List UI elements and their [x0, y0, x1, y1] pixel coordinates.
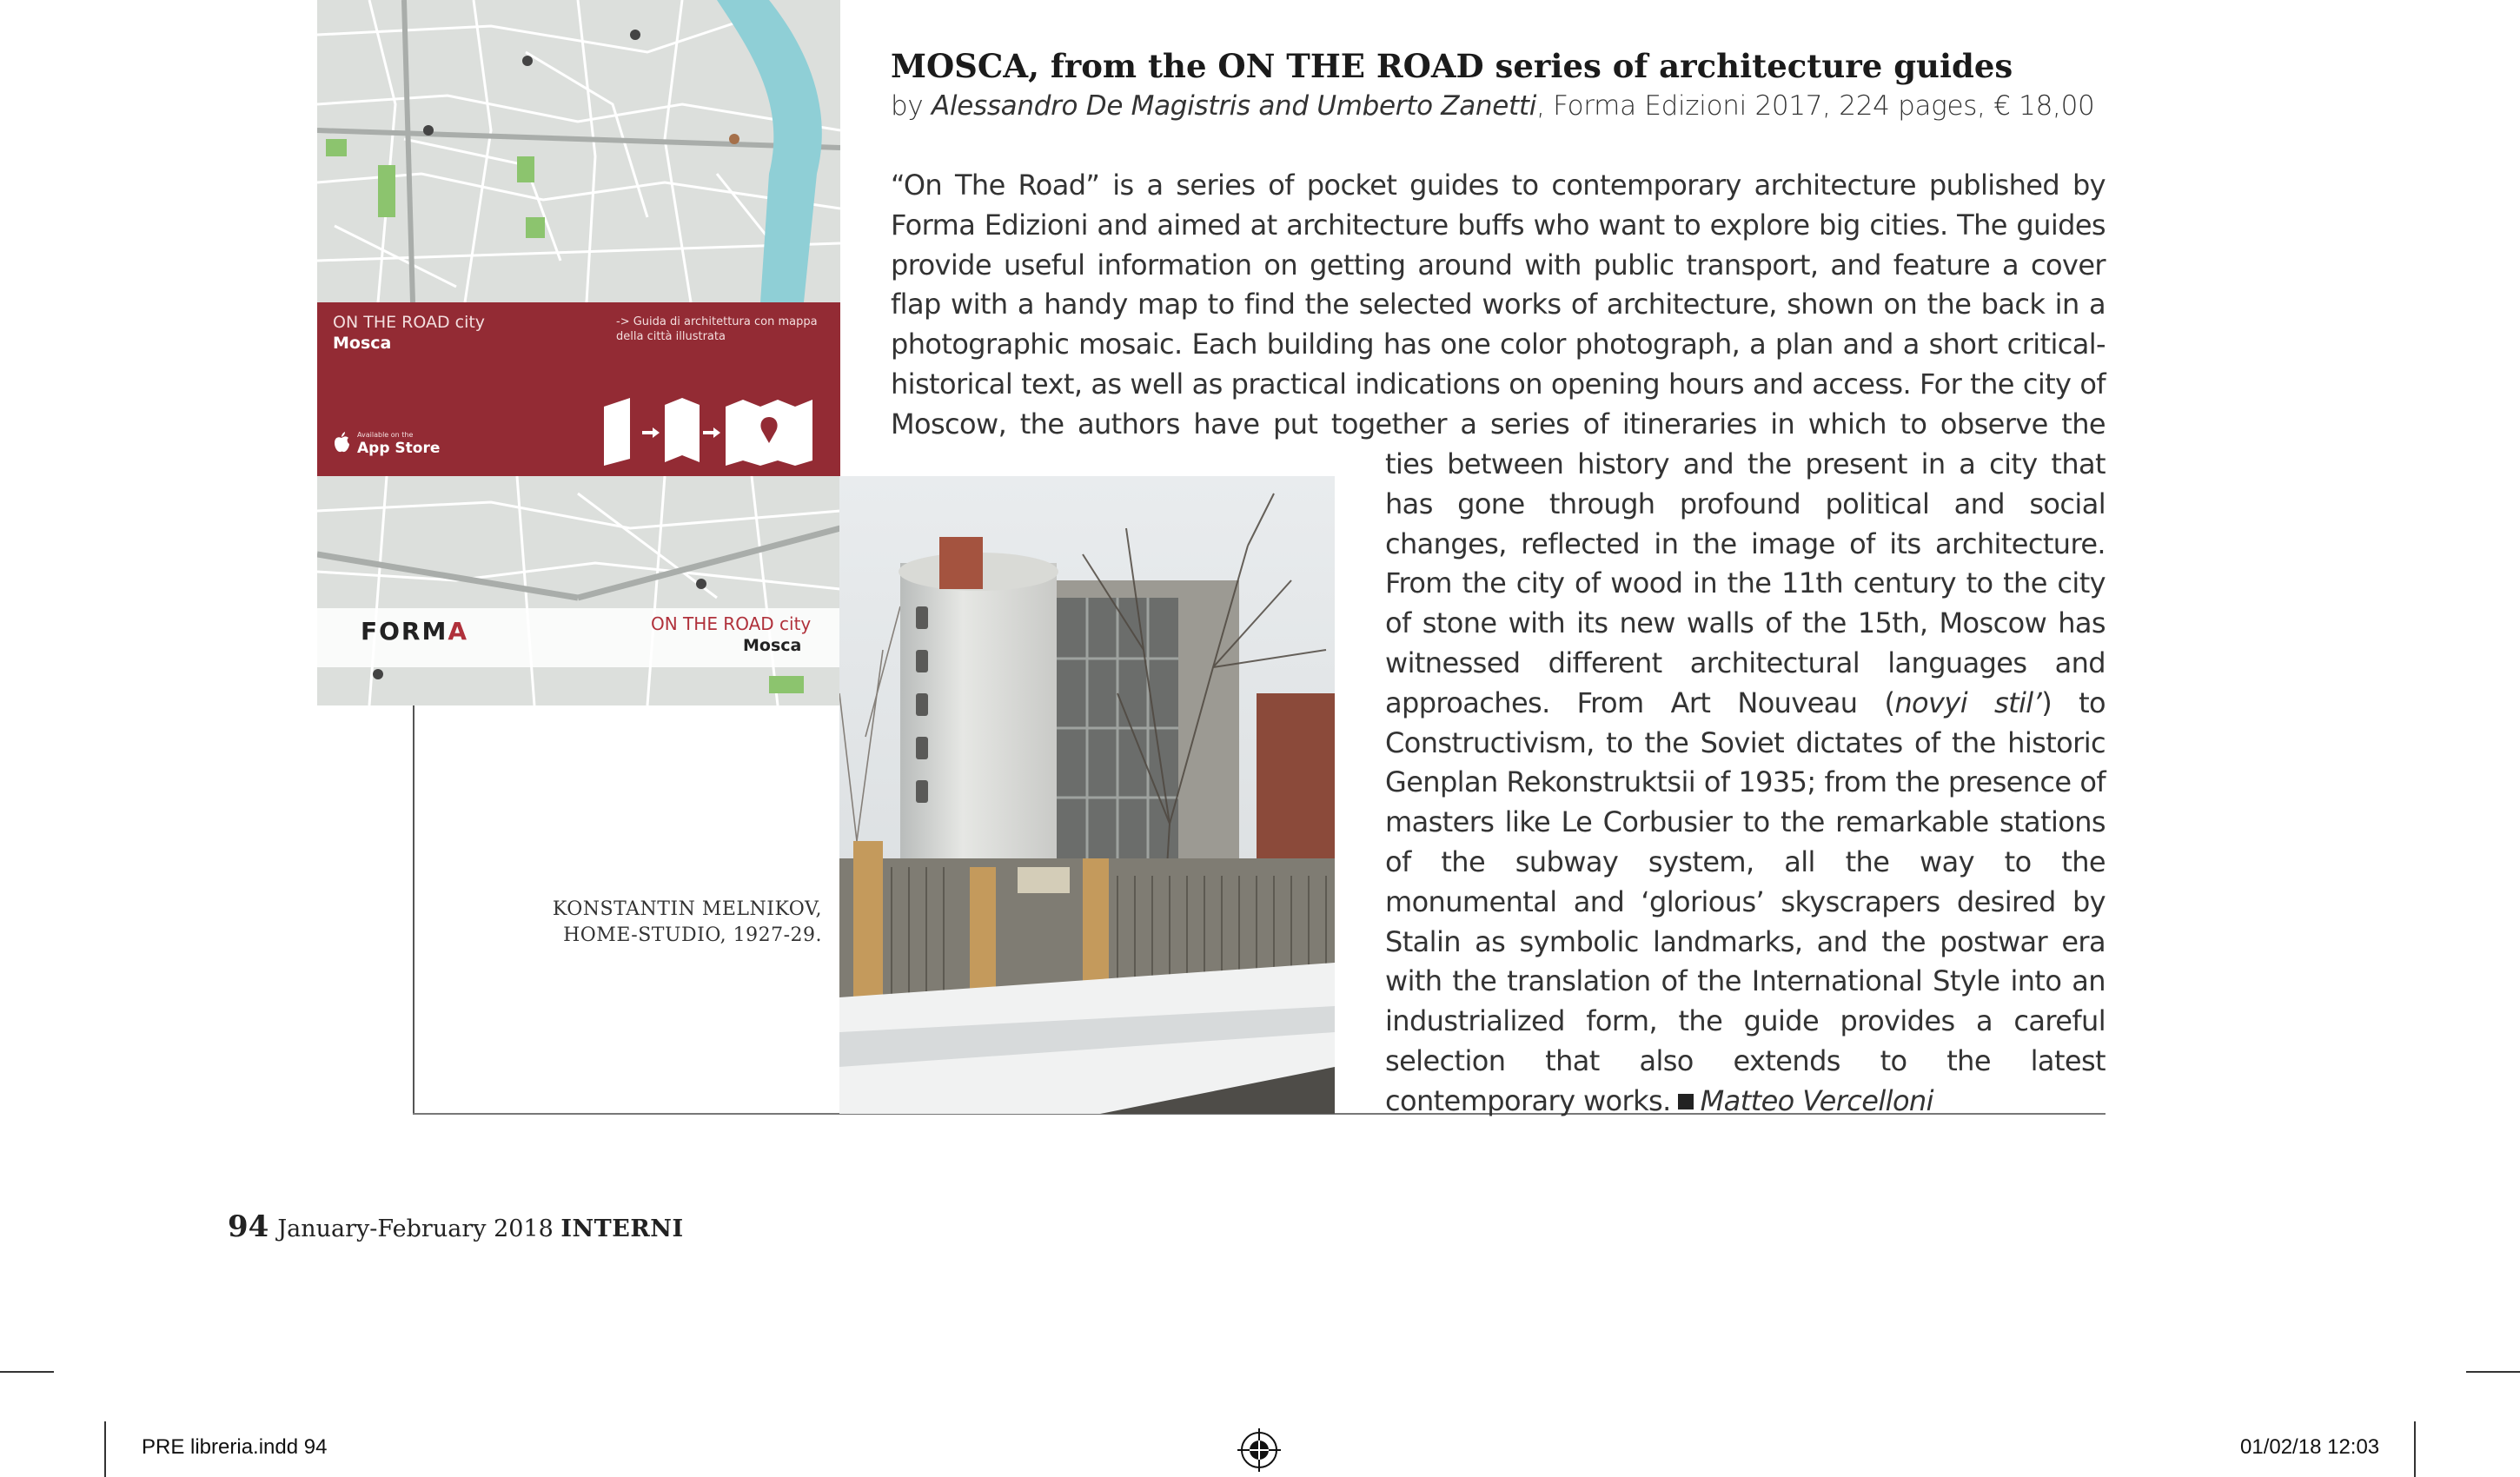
cover-description: -> Guida di architettura con mappa della città illustrata — [616, 315, 818, 343]
app-store-label: App Store — [357, 440, 441, 457]
crop-mark-right — [2466, 1371, 2520, 1373]
body-right-italic: novyi stil’ — [1894, 686, 2042, 719]
slug-date: 01/02/18 12:03 — [2240, 1435, 2380, 1459]
cover-red-band — [317, 302, 840, 476]
article-signature: Matteo Vercelloni — [1700, 1083, 1933, 1117]
apple-icon — [333, 431, 350, 454]
article-body-top — [891, 166, 2106, 445]
body-right-part-2: ) to Constructivism, to the Soviet dictates of the historic Genplan Rekonstruktsii of 1935; from the presence of masters like Le Corbusier to the remarkable stations of the subway system, all the way to the monumental and ‘glorious’ skyscrapers desired by Stalin as symbolic landmarks, and the postwar era with the translation of the International Style into an industrialized form, the guide provides a careful selection that also extends to the latest contemporary works. — [1385, 686, 2106, 1117]
cover-footer-city: Mosca — [743, 636, 802, 655]
caption-line-2: HOME-STUDIO, 1927-29. — [563, 924, 822, 946]
frame-line-left — [413, 705, 414, 1114]
page-number: 94 — [228, 1209, 269, 1244]
page-folio — [228, 1209, 684, 1244]
book-cover — [317, 0, 840, 705]
slug-filename: PRE libreria.indd 94 — [142, 1435, 328, 1459]
article-byline — [891, 90, 2094, 122]
crop-mark-bottom-left — [104, 1421, 106, 1477]
end-square-icon — [1678, 1094, 1694, 1109]
cover-series-label: ON THE ROAD city — [333, 313, 486, 332]
caption-line-1: KONSTANTIN MELNIKOV, — [552, 898, 822, 920]
byline-prefix: by — [891, 90, 932, 122]
photo-caption — [487, 897, 822, 949]
magazine-name: INTERNI — [560, 1215, 684, 1242]
book-unfold-icon — [595, 389, 830, 467]
article-title: MOSCA, from the ON THE ROAD series of architecture guides — [891, 47, 2013, 85]
body-paragraph-right — [1385, 445, 2106, 1122]
cover-map-illustration-bottom — [317, 476, 840, 705]
cover-footer-series: ON THE ROAD city — [651, 613, 812, 634]
publisher-logo — [361, 617, 468, 646]
cover-city-label: Mosca — [333, 334, 392, 353]
publisher-logo-text: FORM — [361, 617, 448, 646]
byline-publication: , Forma Edizioni 2017, 224 pages, € 18,00 — [1536, 90, 2095, 122]
body-paragraph-top: “On The Road” is a series of pocket guides to contemporary architecture published by Forma Edizioni and aimed at architecture buffs who want to explore big cities. The guides provide useful information on getting around with public transport, and feature a cover flap with a handy map to find the selected works of architecture, shown on the back in a photographic mosaic. Each building has one color photograph, a plan and a short critical-historical text, as well as practical indications on opening hours and access. For the city of Moscow, the authors have put together a series of itineraries in which to observe the — [891, 169, 2106, 440]
article-body-right — [1385, 445, 2106, 1122]
cover-map-illustration — [317, 0, 840, 302]
melnikov-house-photo — [839, 476, 1335, 1114]
crop-mark-left — [0, 1371, 54, 1373]
publisher-logo-accent: A — [448, 617, 469, 646]
issue-date: January-February 2018 — [277, 1215, 554, 1242]
app-store-small-label: Available on the — [357, 431, 414, 439]
body-right-part-1: ties between history and the present in a city that has gone through profound political and social changes, reflected in the image of its architecture. From the city of wood in the 11th century to the city of stone with its new walls of the 15th, Moscow has witnessed different architectural languages and approaches. From Art Nouveau ( — [1385, 447, 2106, 719]
registration-mark-icon — [1237, 1428, 1281, 1472]
cover-footer-strip — [317, 608, 840, 667]
byline-authors: Alessandro De Magistris and Umberto Zanetti — [931, 90, 1537, 122]
crop-mark-bottom-right — [2414, 1421, 2416, 1477]
